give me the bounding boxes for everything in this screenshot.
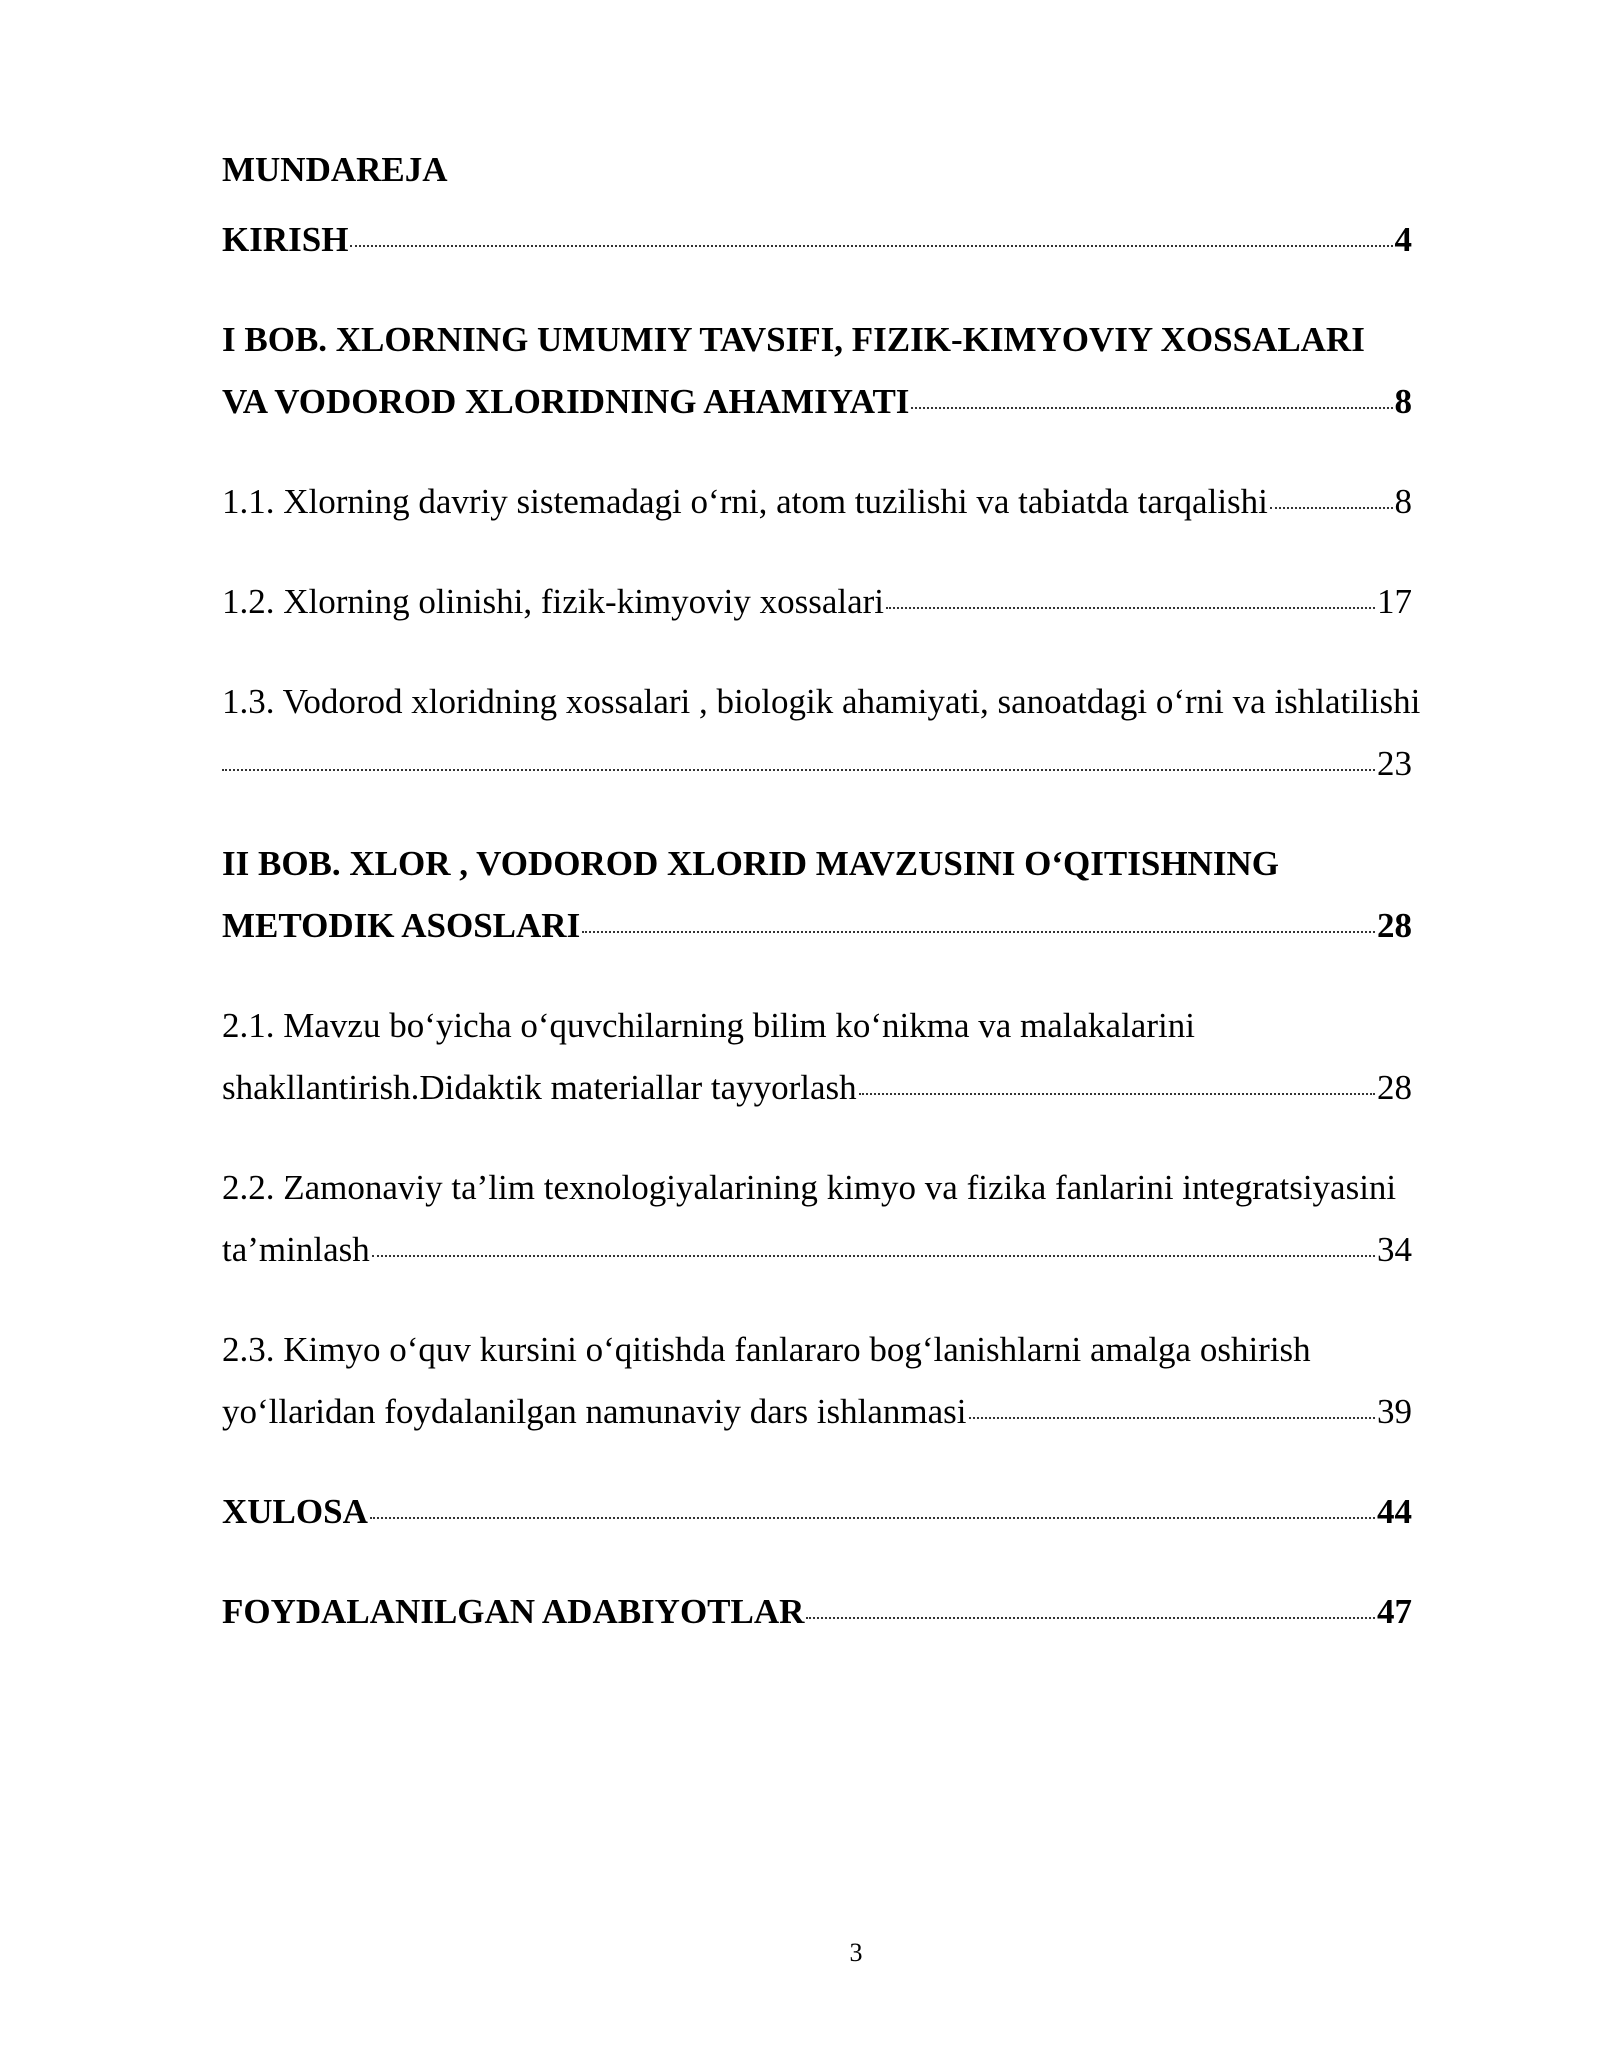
page-number: 3 <box>849 1938 863 1967</box>
toc-section-2-3-line1: 2.3. Kimyo o‘quv kursini o‘qitishda fanlararo bog‘lanishlarni amalga oshirish <box>222 1330 1311 1369</box>
toc-title: MUNDAREJA <box>222 150 448 189</box>
toc-page-number: 8 <box>1394 382 1412 421</box>
toc-entry-text: XULOSA <box>222 1492 368 1531</box>
toc-chapter-1 <box>222 380 1412 424</box>
dot-leader <box>806 1611 1375 1619</box>
toc-page-number: 17 <box>1377 582 1412 621</box>
toc-page-number: 39 <box>1377 1392 1412 1431</box>
dot-leader <box>350 239 1392 247</box>
toc-section-1-3 <box>222 742 1412 786</box>
dot-leader <box>582 925 1375 933</box>
toc-chapter-1-line1: I BOB. XLORNING UMUMIY TAVSIFI, FIZIK-KIMYOVIY XOSSALARI <box>222 320 1365 359</box>
toc-entry-text: 1.2. Xlorning olinishi, fizik-kimyoviy xossalari <box>222 582 885 621</box>
dot-leader <box>370 1511 1375 1519</box>
toc-entry-text: FOYDALANILGAN ADABIYOTLAR <box>222 1592 805 1631</box>
toc-entry-text: ta’minlash <box>222 1230 370 1269</box>
toc-section-2-2-line1: 2.2. Zamonaviy ta’lim texnologiyalarining kimyo va fizika fanlarini integratsiyasini <box>222 1168 1397 1207</box>
table-of-contents <box>222 148 1482 1631</box>
toc-page-number: 28 <box>1377 906 1412 945</box>
dot-leader <box>969 1411 1375 1419</box>
toc-section-1-3-line1: 1.3. Vodorod xloridning xossalari , biologik ahamiyati, sanoatdagi o‘rni va ishlatilishi <box>222 682 1421 721</box>
toc-page-number: 28 <box>1377 1068 1412 1107</box>
toc-chapter-2 <box>222 904 1412 948</box>
toc-entry-text: 1.1. Xlorning davriy sistemadagi o‘rni, atom tuzilishi va tabiatda tarqalishi <box>222 482 1268 521</box>
toc-section-1-2 <box>222 580 1412 624</box>
toc-section-2-1-line1: 2.1. Mavzu bo‘yicha o‘quvchilarning bilim ko‘nikma va malakalarini <box>222 1006 1195 1045</box>
toc-entry-text: VA VODOROD XLORIDNING AHAMIYATI <box>222 382 910 421</box>
toc-entry-adabiyotlar <box>222 1590 1412 1634</box>
toc-entry-text: METODIK ASOSLARI <box>222 906 581 945</box>
dot-leader <box>222 763 1375 771</box>
toc-entry-text: yo‘llaridan foydalanilgan namunaviy dars ishlanmasi <box>222 1392 967 1431</box>
toc-entry-text: shakllantirish.Didaktik materiallar tayyorlash <box>222 1068 857 1107</box>
toc-section-2-2 <box>222 1228 1412 1272</box>
toc-entry-text: KIRISH <box>222 220 349 259</box>
toc-page-number: 23 <box>1377 744 1412 783</box>
toc-page-number: 34 <box>1377 1230 1412 1269</box>
toc-section-2-3 <box>222 1390 1412 1434</box>
dot-leader <box>886 601 1375 609</box>
toc-chapter-2-line1: II BOB. XLOR , VODOROD XLORID MAVZUSINI O‘QITISHNING <box>222 844 1279 883</box>
toc-entry-xulosa <box>222 1490 1412 1534</box>
dot-leader <box>372 1249 1375 1257</box>
toc-page-number: 8 <box>1394 482 1412 521</box>
toc-section-2-1 <box>222 1066 1412 1110</box>
dot-leader <box>1270 501 1393 509</box>
dot-leader <box>859 1087 1375 1095</box>
toc-page-number: 47 <box>1377 1592 1412 1631</box>
toc-page-number: 44 <box>1377 1492 1412 1531</box>
dot-leader <box>911 401 1392 409</box>
toc-entry-kirish <box>222 218 1412 262</box>
toc-section-1-1 <box>222 480 1412 524</box>
toc-page-number: 4 <box>1394 220 1412 259</box>
